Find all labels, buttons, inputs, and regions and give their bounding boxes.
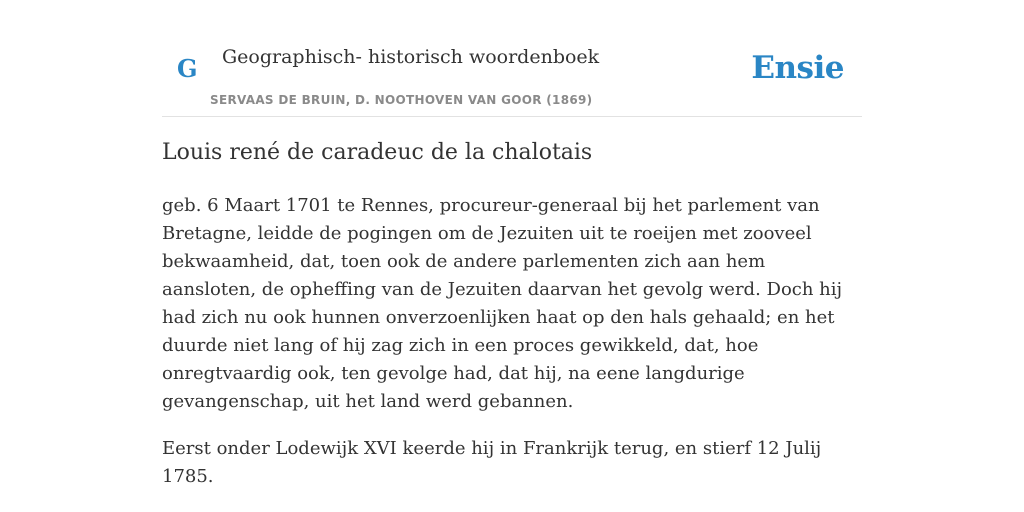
entry-title: Louis rené de caradeuc de la chalotais bbox=[162, 140, 593, 165]
book-authors: SERVAAS DE BRUIN, D. NOOTHOVEN VAN GOOR (1869) bbox=[210, 93, 593, 107]
entry-paragraph: Eerst onder Lodewijk XVI keerde hij in Frankrijk terug, en stierf 12 Julij 1785. bbox=[162, 438, 822, 487]
entry-body bbox=[162, 192, 862, 510]
book-header bbox=[162, 30, 862, 117]
book-logo[interactable]: G bbox=[177, 54, 198, 83]
entry-paragraph: geb. 6 Maart 1701 te Rennes, procureur-generaal bij het parlement van Bretagne, leidde de pogingen om de Jezuiten uit te roeijen met zooveel bekwaamheid, dat, toen ook de andere parlementen zich aan hem aansloten, de opheffing van de Jezuiten daarvan het gevolg werd. Doch hij had zich nu ook hunnen onverzoenlijken haat op den hals gehaald; en het duurde niet lang of hij zag zich in een proces gewikkeld, dat, hoe onregtvaardig ook, ten gevolge had, dat hij, na eene langdurige gevangenschap, uit het land werd gebannen. bbox=[162, 195, 843, 412]
ensie-logo-link[interactable]: Ensie bbox=[751, 50, 844, 86]
book-title[interactable]: Geographisch- historisch woordenboek bbox=[222, 46, 600, 68]
